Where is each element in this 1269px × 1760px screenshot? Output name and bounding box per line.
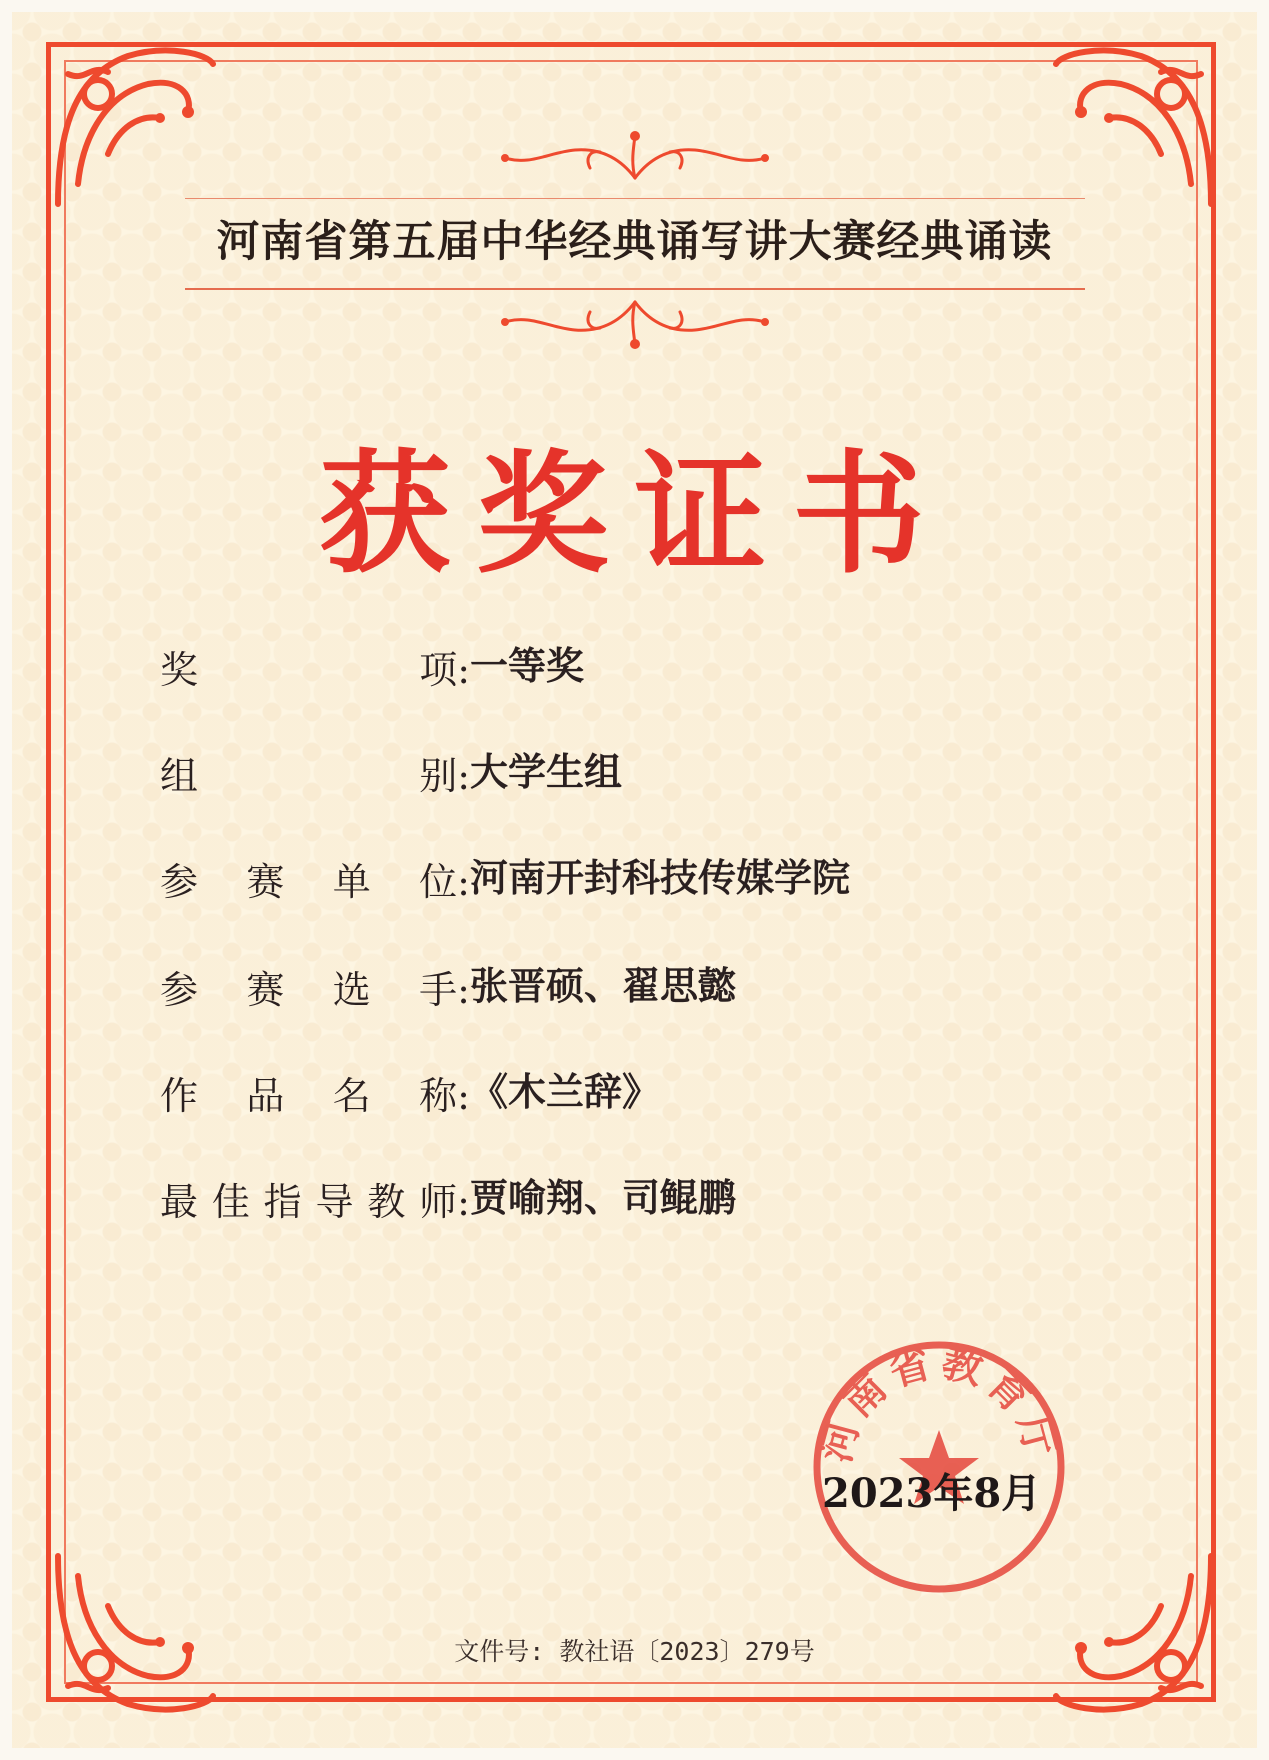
corner-ornament-bottom-left xyxy=(38,1536,228,1726)
label-char: 组 xyxy=(160,753,199,798)
label-char: 奖 xyxy=(160,647,199,692)
field-value-instructors: 贾喻翔、司鲲鹏 xyxy=(470,1175,737,1220)
header-ornament-top xyxy=(490,128,780,188)
label-char: 名 xyxy=(332,1073,371,1118)
label-char: 位: xyxy=(419,859,470,904)
field-value-work-title: 《木兰辞》 xyxy=(470,1069,661,1114)
competition-subtitle: 河南省第五届中华经典诵写讲大赛经典诵读 xyxy=(216,217,1053,267)
label-char: 别: xyxy=(419,753,470,798)
label-char: 师: xyxy=(419,1179,470,1224)
field-value-award: 一等奖 xyxy=(470,643,585,688)
label-char: 手: xyxy=(419,967,470,1012)
label-char: 赛 xyxy=(246,859,285,904)
field-label xyxy=(160,1172,470,1224)
header-rule-bottom xyxy=(185,288,1085,290)
field-label xyxy=(160,960,470,1012)
field-label xyxy=(160,746,470,798)
corner-ornament-top-right xyxy=(1041,34,1231,224)
label-char: 作 xyxy=(160,1073,199,1118)
field-label xyxy=(160,852,470,904)
corner-ornament-top-left xyxy=(38,34,228,224)
field-label xyxy=(160,1066,470,1118)
certificate-title: 获奖证书 xyxy=(318,437,951,592)
label-char: 品 xyxy=(246,1073,285,1118)
label-char: 导 xyxy=(315,1179,354,1224)
field-label xyxy=(160,640,470,692)
header-ornament-bottom xyxy=(490,292,780,352)
label-char: 指 xyxy=(263,1179,302,1224)
issue-date: 2023年8月 xyxy=(822,1470,1042,1517)
field-value-contestants: 张晋硕、翟思懿 xyxy=(470,963,737,1008)
label-char: 单 xyxy=(332,859,371,904)
corner-ornament-bottom-right xyxy=(1041,1536,1231,1726)
label-char: 最 xyxy=(160,1179,199,1224)
label-char: 选 xyxy=(332,967,371,1012)
label-char: 佳 xyxy=(211,1179,250,1224)
label-char: 教 xyxy=(367,1179,406,1224)
label-char: 赛 xyxy=(246,967,285,1012)
label-char: 称: xyxy=(419,1073,470,1118)
svg-text:河南省教育厅: 河南省教育厅 xyxy=(812,1338,1066,1468)
header-rule-top xyxy=(185,198,1085,199)
label-char: 参 xyxy=(160,967,199,1012)
label-char: 项: xyxy=(419,647,470,692)
field-value-group: 大学生组 xyxy=(470,749,623,794)
label-char: 参 xyxy=(160,859,199,904)
field-value-unit: 河南开封科技传媒学院 xyxy=(470,855,851,900)
document-number: 文件号: 教社语〔2023〕279号 xyxy=(454,1637,815,1666)
